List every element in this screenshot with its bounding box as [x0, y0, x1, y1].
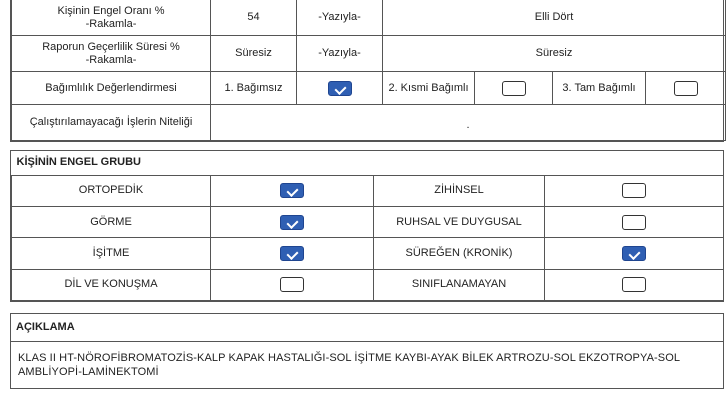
dependency-independent-checkbox[interactable]: [328, 81, 352, 96]
disability-type-checkbox[interactable]: [280, 183, 304, 198]
validity-text-value: Süresiz: [383, 36, 726, 72]
disability-group-row: [12, 207, 724, 238]
disability-group-section: [10, 150, 724, 302]
disability-type-label: ZİHİNSEL: [374, 175, 545, 206]
dependency-option-independent-label: 1. Bağımsız: [211, 72, 297, 105]
dependency-label: Bağımlılık Değerlendirmesi: [12, 72, 211, 105]
disability-type-checkbox-cell: [211, 269, 374, 300]
unworkable-label: Çalıştırılamayacağı İşlerin Niteliği: [12, 105, 211, 141]
disability-type-checkbox-cell: [211, 238, 374, 269]
disability-type-label: GÖRME: [12, 207, 211, 238]
disability-type-checkbox[interactable]: [622, 183, 646, 198]
disability-type-label: DİL VE KONUŞMA: [12, 269, 211, 300]
disability-type-checkbox[interactable]: [280, 277, 304, 292]
disability-type-label: RUHSAL VE DUYGUSAL: [374, 207, 545, 238]
disability-type-checkbox-cell: [211, 175, 374, 206]
explanation-text: KLAS II HT-NÖROFİBROMATOZİS-KALP KAPAK HASTALIĞI-SOL İŞİTME KAYBI-AYAK BİLEK ARTROZU-SOL EKZOTROPYA-SOL AMBLİYOPİ-LAMİNEKTOMİ: [18, 351, 680, 378]
unworkable-row: [12, 105, 726, 141]
disability-type-checkbox-cell: [211, 207, 374, 238]
disability-group-row: [12, 175, 724, 206]
disability-type-checkbox-cell: [545, 175, 724, 206]
dependency-partial-checkbox[interactable]: [502, 81, 526, 96]
explanation-section: [10, 313, 724, 389]
validity-row: [12, 36, 726, 72]
disability-group-title: KİŞİNİN ENGEL GRUBU: [12, 151, 724, 175]
disability-rate-text-value: Elli Dört: [383, 0, 726, 36]
dependency-option-independent-cell: [297, 72, 383, 105]
disability-type-label: SÜREĞEN (KRONİK): [374, 238, 545, 269]
disability-type-checkbox[interactable]: [622, 277, 646, 292]
dependency-full-checkbox[interactable]: [674, 81, 698, 96]
disability-rate-value: 54: [211, 0, 297, 36]
disability-type-label: SINIFLANAMAYAN: [374, 269, 545, 300]
dependency-option-partial-cell: [475, 72, 553, 105]
disability-type-checkbox[interactable]: [622, 246, 646, 261]
validity-value: Süresiz: [211, 36, 297, 72]
disability-group-rows: [12, 175, 724, 300]
report-details-table: [10, 0, 724, 142]
disability-type-checkbox[interactable]: [280, 246, 304, 261]
disability-group-row: [12, 238, 724, 269]
explanation-title: AÇIKLAMA: [11, 314, 723, 341]
disability-rate-label: Kişinin Engel Oranı % -Rakamla-: [12, 0, 211, 36]
disability-group-row: [12, 269, 724, 300]
disability-type-checkbox-cell: [545, 207, 724, 238]
unworkable-value: .: [211, 105, 726, 141]
validity-label: Raporun Geçerlilik Süresi % -Rakamla-: [12, 36, 211, 72]
dependency-option-full-label: 3. Tam Bağımlı: [553, 72, 646, 105]
disability-type-checkbox[interactable]: [280, 215, 304, 230]
disability-type-checkbox-cell: [545, 269, 724, 300]
disability-type-label: İŞİTME: [12, 238, 211, 269]
dependency-row: [12, 72, 726, 105]
disability-rate-row: [12, 0, 726, 36]
disability-rate-text-label: -Yazıyla-: [297, 0, 383, 36]
disability-type-checkbox[interactable]: [622, 215, 646, 230]
dependency-option-full-cell: [646, 72, 726, 105]
dependency-option-partial-label: 2. Kısmi Bağımlı: [383, 72, 475, 105]
disability-type-label: ORTOPEDİK: [12, 175, 211, 206]
validity-text-label: -Yazıyla-: [297, 36, 383, 72]
disability-type-checkbox-cell: [545, 238, 724, 269]
